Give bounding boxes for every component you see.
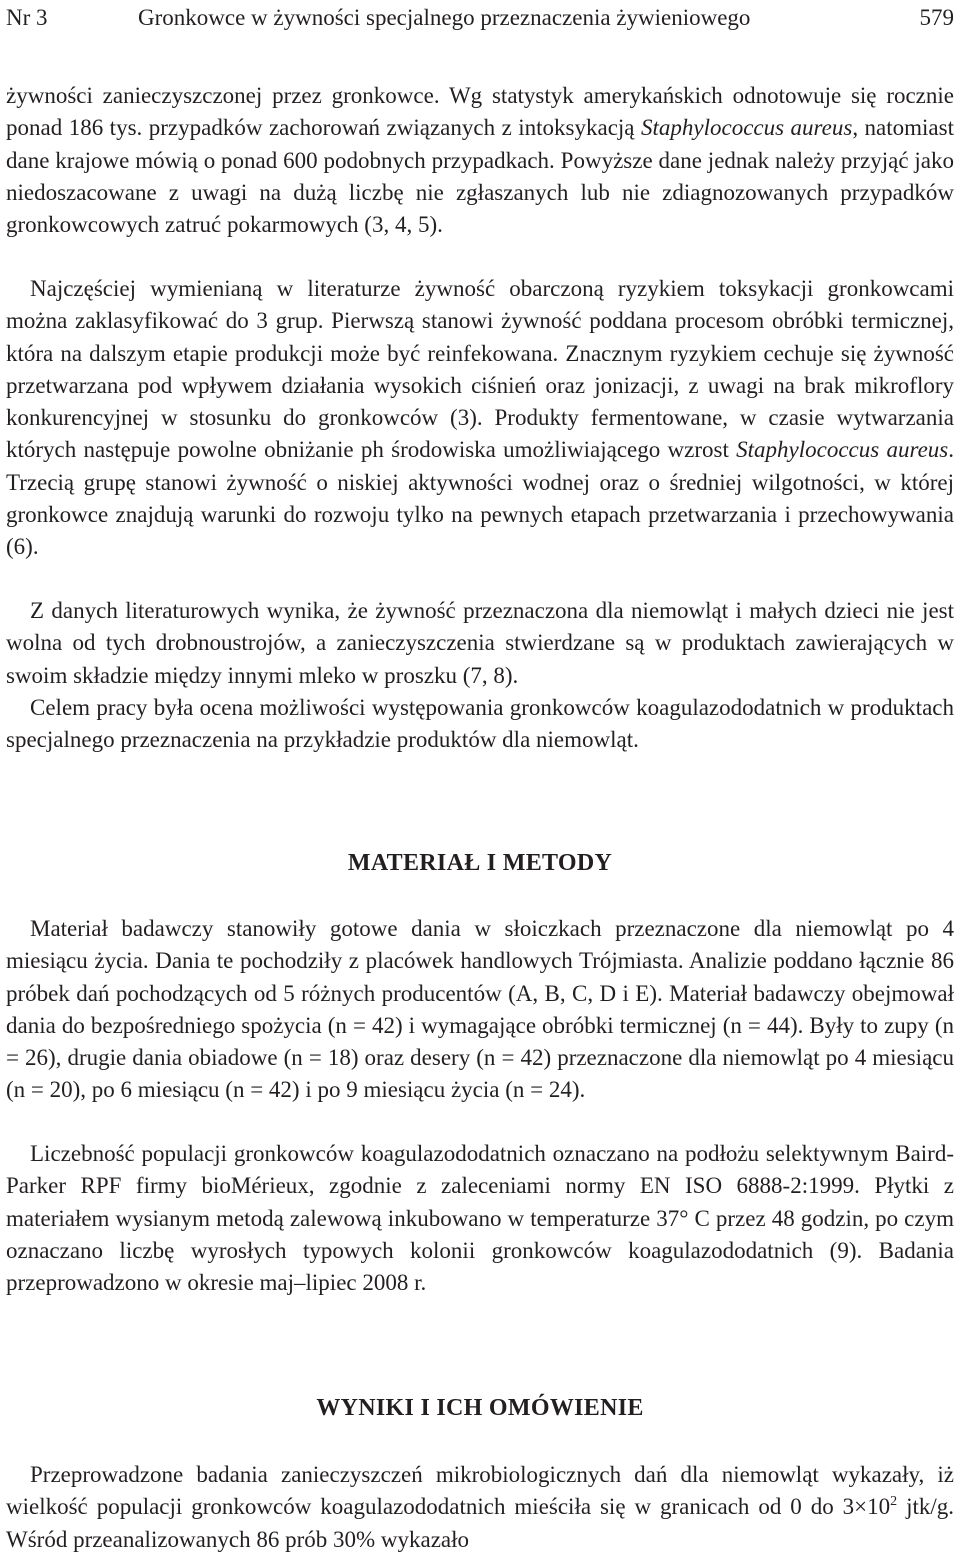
- intro-paragraph-1: żywności zanieczyszczonej przez gronkowce. Wg statystyk amerykańskich odnotowuje się rocznie ponad 186 tys. przypadków zachorowań związanych z intoksykacją Staphylococcus aureus, natomiast dane krajowe mówią o ponad 600 podobnych przypadkach. Powyższe dane jednak należy przyjąć jako niedoszacowane z uwagi na dużą liczbę nie zgłaszanych lub nie zdiagnozowanych przypadków gronkowcowych zatruć pokarmowych (3, 4, 5).: [6, 83, 954, 238]
- page-number: 579: [919, 5, 954, 30]
- running-title: Gronkowce w żywności specjalnego przeznaczenia żywieniowego: [138, 5, 751, 30]
- section-heading-methods: MATERIAŁ I METODY: [347, 850, 613, 876]
- results-paragraph-1: Przeprowadzone badania zanieczyszczeń mikrobiologicznych dań dla niemowląt wykazały, iż wielkość populacji gronkowców koagulazododatnich mieściła się w granicach od 0 do $3\times 10^2$ jtk/g. Wśród przeanalizowanych 86 prób 30% wykazało: [6, 1462, 954, 1552]
- intro-paragraph-4: Celem pracy była ocena możliwości występowania gronkowców koagulazododatnich w produktach specjalnego przeznaczenia na przykładzie produktów dla niemowląt.: [6, 695, 954, 753]
- methods-paragraph-2: Liczebność populacji gronkowców koagulazododatnich oznaczano na podłożu selektywnym Baird-Parker RPF firmy bioMérieux, zgodnie z zaleceniami normy EN ISO 6888-2:1999. Płytki z materiałem wysianym metodą zalewową inkubowano w temperaturze 37° C przez 48 godzin, po czym oznaczano liczbę wyrosłych typowych kolonii gronkowców koagulazododatnich (9). Badania przeprowadzono w okresie maj–lipiec 2008 r.: [6, 1141, 954, 1296]
- issue-number: Nr 3: [6, 5, 48, 30]
- intro-paragraph-3: Z danych literaturowych wynika, że żywność przeznaczona dla niemowląt i małych dzieci nie jest wolna od tych drobnoustrojów, a zanieczyszczenia stwierdzane są w produktach zawierających w swoim składzie między innymi mleko w proszku (7, 8).: [6, 598, 954, 688]
- intro-paragraph-2: Najczęściej wymienianą w literaturze żywność obarczoną ryzykiem toksykacji gronkowcami można zaklasyfikować do 3 grup. Pierwszą stanowi żywność poddana procesom obróbki termicznej, która na dalszym etapie produkcji może być reinfekowana. Znacznym ryzykiem cechuje się żywność przetwarzana pod wpływem działania wysokich ciśnień oraz jonizacji, z uwagi na brak mikroflory konkurencyjnej w stosunku do gronkowców (3). Produkty fermentowane, w czasie wytwarzania których następuje powolne obniżanie ph środowiska umożliwiającego wzrost Staphylococcus aureus. Trzecią grupę stanowi żywność o niskiej aktywności wodnej oraz o średniej wilgotności, w której gronkowce znajdują warunki do rozwoju tylko na pewnych etapach przetwarzania i przechowywania (6).: [6, 276, 955, 560]
- section-heading-results: WYNIKI I ICH OMÓWIENIE: [316, 1395, 644, 1421]
- methods-paragraph-1: Materiał badawczy stanowiły gotowe dania w słoiczkach przeznaczone dla niemowląt po 4 miesiącu życia. Dania te pochodziły z placówek handlowych Trójmiasta. Analizie poddano łącznie 86 próbek dań pochodzących od 5 różnych producentów (A, B, C, D i E). Materiał badawczy obejmował dania do bezpośredniego spożycia (n = 42) i wymagające obróbki termicznej (n = 44). Były to zupy (n = 26), drugie dania obiadowe (n = 18) oraz desery (n = 42) przeznaczone dla niemowląt po 4 miesiącu (n = 20), po 6 miesiącu (n = 42) i po 9 miesiącu życia (n = 24).: [6, 916, 954, 1103]
- running-header: [6, 4, 954, 32]
- species-name: Staphylococcus aureus: [736, 437, 949, 463]
- species-name: Staphylococcus aureus: [641, 115, 853, 141]
